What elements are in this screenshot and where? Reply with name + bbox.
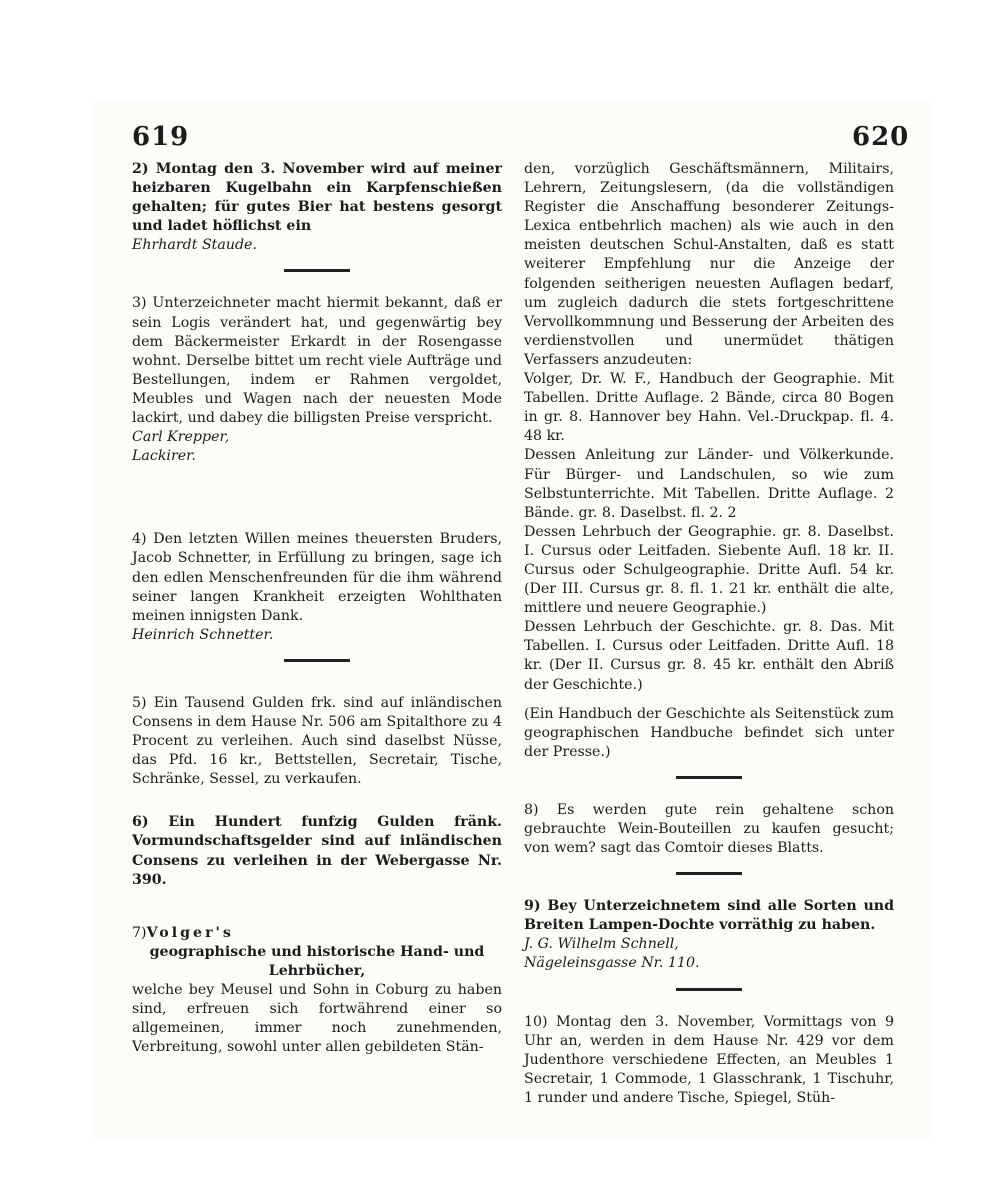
advert-7-note: (Ein Handbuch der Geschichte als Seitenstück zum geographischen Handbuche befindet sich unter der Presse.) [524,705,894,760]
advert-9-signature-name: J. G. Wilhelm Schnell, [524,936,679,953]
advert-7-subtitle: geographische und historische Hand- und Lehrbücher, [149,943,485,979]
advert-9 [524,897,894,973]
advert-7-continued [524,160,894,762]
divider [676,776,742,779]
advert-6-text: 6) Ein Hundert funfzig Gulden fränk. Vormundschaftsgelder sind auf inländischen Consens zu verleihen in der Webergasse Nr. 390. [132,814,502,888]
advert-8-text: 8) Es werden gute rein gehaltene schon gebrauchte Wein-Bouteillen zu kaufen gesucht; von wem? sagt das Comtoir dieses Blatts. [524,801,894,857]
advert-4 [132,530,502,645]
advert-7-text: welche bey Meusel und Sohn in Coburg zu haben sind, erfreuen sich fortwährend einer so allgemeinen, immer noch zunehmenden, Verbreitung, sowohl unter allen gebildeten Stän- [132,982,502,1056]
advert-6 [132,813,502,889]
advert-8 [524,801,894,858]
divider [676,872,742,875]
advert-9-text: 9) Bey Unterzeichnetem sind alle Sorten und Breiten Lampen-Dochte vorräthig zu haben. [524,898,894,934]
advert-4-text: 4) Den letzten Willen meines theuersten Bruders, Jacob Schnetter, in Erfüllung zu bringen, sage ich den edlen Menschenfreunden für die ihm während seiner langen Krankheit erzeigten Wohlthaten meinen innigsten Dank. [132,531,502,624]
advert-7-title: Volger's [146,924,234,941]
divider [284,269,350,272]
advert-10-text: 10) Montag den 3. November, Vormittags von 9 Uhr an, werden in dem Hause Nr. 429 vor dem Judenthore verschiedene Effecten, an Meubles 1 Secretair, 1 Commode, 1 Glasschrank, 1 Tischuhr, 1 runder und andere Tische, Spiegel, Stüh- [524,1013,894,1106]
advert-3 [132,294,502,466]
advert-2 [132,160,502,255]
advert-5 [132,694,502,789]
advert-9-signature-address: Nägeleinsgasse Nr. 110. [524,955,700,972]
book-entry: Dessen Lehrbuch der Geschichte. gr. 8. Das. Mit Tabellen. I. Cursus oder Leitfaden. Dritte Aufl. 18 kr. (Der II. Cursus gr. 8. 45 kr. enthält den Abriß der Geschichte.) [524,619,894,693]
left-column [132,160,502,1057]
page-number-left: 619 [132,122,190,152]
advert-3-signature-title: Lackirer. [132,448,196,465]
advert-3-text: 3) Unterzeichneter macht hiermit bekannt, daß er sein Logis verändert hat, und gegenwärtig bey dem Bäckermeister Erkardt in der Rosengasse wohnt. Derselbe bittet um recht viele Aufträge und Bestellungen, indem er Rahmen vergoldet, Meubles und Wagen nach der neuesten Mode lackirt, und dabey die billigsten Preise verspricht. [132,295,502,427]
advert-4-signature: Heinrich Schnetter. [132,626,274,643]
book-entry: Dessen Lehrbuch der Geographie. gr. 8. Daselbst. I. Cursus oder Leitfaden. Siebente Aufl. 18 kr. II. Cursus oder Schulgeographie. Dritte Aufl. 54 kr. (Der III. Cursus gr. 8. fl. 1. 21 kr. enthält die alte, mittlere und neuere Geographie.) [524,523,894,617]
advert-7 [132,924,502,1058]
advert-5-text: 5) Ein Tausend Gulden frk. sind auf inländischen Consens in dem Hause Nr. 506 am Spitalthore zu 4 Procent zu verleihen. Auch sind daselbst Nüsse, das Pfd. 16 kr., Bettstellen, Secretair, Tische, Schränke, Sessel, zu verkaufen. [132,694,502,788]
book-entry: Volger, Dr. W. F., Handbuch der Geographie. Mit Tabellen. Dritte Auflage. 2 Bände, circa 80 Bogen in gr. 8. Hannover bey Hahn. Vel.-Druckpap. fl. 4. 48 kr. [524,371,894,445]
advert-2-signature: Ehrhardt Staude. [132,237,257,254]
advert-3-signature-name: Carl Krepper, [132,429,230,446]
page-number-right: 620 [852,122,910,152]
advert-2-text: 2) Montag den 3. November wird auf meiner heizbaren Kugelbahn ein Karpfenschießen gehalten; für gutes Bier hat bestens gesorgt und ladet höflichst ein [132,161,502,235]
divider [676,988,742,991]
advert-10 [524,1013,894,1108]
book-entry: Dessen Anleitung zur Länder- und Völkerkunde. Für Bürger- und Landschulen, so wie zum Selbstunterrichte. Mit Tabellen. Dritte Auflage. 2 Bände. gr. 8. Daselbst. fl. 2. 2 [524,447,894,521]
advert-7-number: 7) [132,924,147,941]
divider [284,659,350,662]
advert-7-cont-text: den, vorzüglich Geschäftsmännern, Militairs, Lehrern, Zeitungslesern, (da die vollständigen Register die Anschaffung besonderer Zeitungs-Lexica entbehrlich machen) als wie auch in den meisten deutschen Schul-Anstalten, daß es statt weiterer Empfehlung nur die Anzeige der folgenden seitherigen neuesten Auflagen bedarf, um zugleich dadurch die stets fortgeschrittene Vervollkommnung und Besserung der Arbeiten des verdienstvollen und unermüdet thätigen Verfassers anzudeuten: [524,161,894,368]
right-column [524,160,894,1108]
